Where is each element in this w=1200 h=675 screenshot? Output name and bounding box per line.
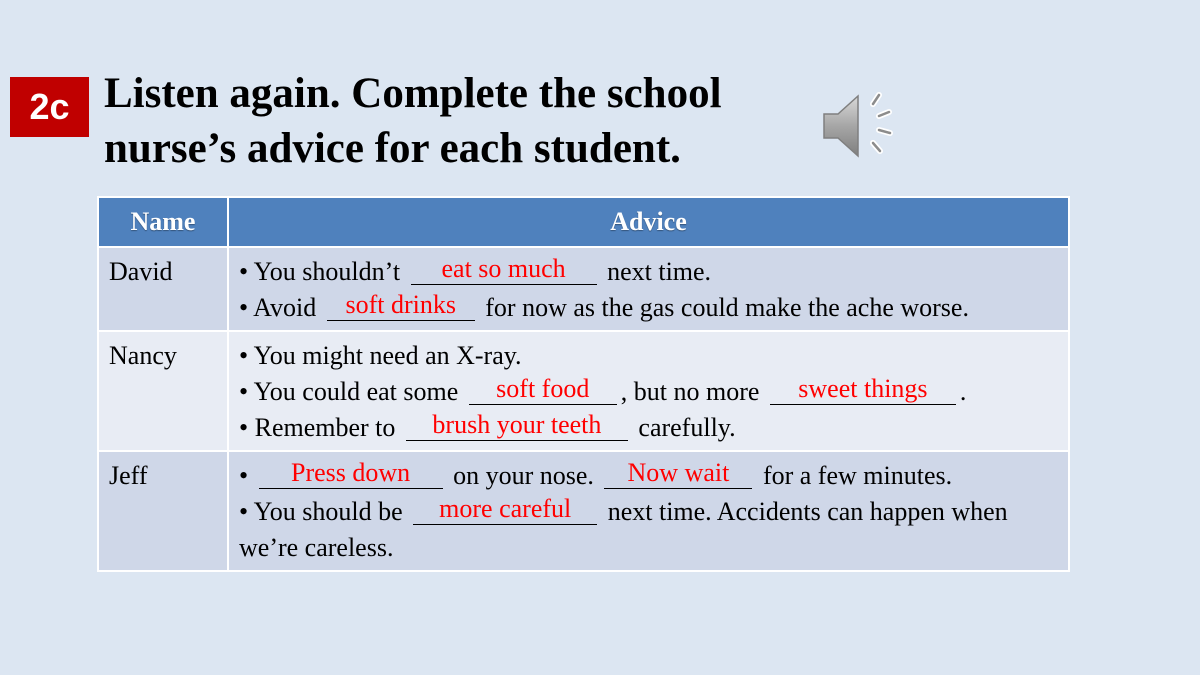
student-name: Nancy <box>98 331 228 451</box>
answer-blank: sweet things <box>770 374 956 405</box>
advice-text: for a few minutes. <box>762 461 953 490</box>
answer-blank: brush your teeth <box>406 410 628 441</box>
advice-table <box>97 196 1070 572</box>
advice-text: carefully. <box>638 413 736 442</box>
table-row <box>98 331 1069 451</box>
advice-line <box>239 494 1058 566</box>
table-header-row <box>98 197 1069 247</box>
advice-line <box>239 374 1058 410</box>
advice-text: • You shouldn’t <box>239 257 401 286</box>
title-line-1: Listen again. Complete the school <box>104 70 722 117</box>
advice-line <box>239 458 1058 494</box>
advice-cell <box>228 331 1069 451</box>
advice-text: • You could eat some <box>239 377 459 406</box>
advice-cell <box>228 247 1069 331</box>
title-line-2: nurse’s advice for each student. <box>104 125 681 172</box>
advice-line: • You might need an X-ray. <box>239 341 522 370</box>
answer-blank: more careful <box>413 494 597 525</box>
advice-text: • Remember to <box>239 413 396 442</box>
table-row <box>98 451 1069 571</box>
advice-text: for now as the gas could make the ache worse. <box>485 293 969 322</box>
student-name: David <box>98 247 228 331</box>
advice-line <box>239 290 1058 326</box>
advice-cell <box>228 451 1069 571</box>
advice-line <box>239 254 1058 290</box>
student-name: Jeff <box>98 451 228 571</box>
answer-blank: eat so much <box>411 254 597 285</box>
section-badge: 2c <box>10 77 89 137</box>
advice-text: next time. Accidents can happen when we’re careless. <box>239 497 1008 562</box>
advice-text: on your nose. <box>453 461 594 490</box>
table-row <box>98 247 1069 331</box>
advice-text: , but no more <box>620 377 760 406</box>
answer-blank: soft food <box>469 374 617 405</box>
advice-text: . <box>959 377 967 406</box>
column-header-name: Name <box>98 197 228 247</box>
advice-text: next time. <box>607 257 712 286</box>
page-title <box>104 66 824 176</box>
advice-text: • <box>239 461 249 490</box>
column-header-advice: Advice <box>228 197 1069 247</box>
advice-text: • You should be <box>239 497 403 526</box>
answer-blank: soft drinks <box>327 290 475 321</box>
answer-blank: Now wait <box>604 458 752 489</box>
speaker-icon[interactable] <box>818 86 900 166</box>
advice-text: • Avoid <box>239 293 317 322</box>
advice-line <box>239 410 1058 446</box>
answer-blank: Press down <box>259 458 443 489</box>
